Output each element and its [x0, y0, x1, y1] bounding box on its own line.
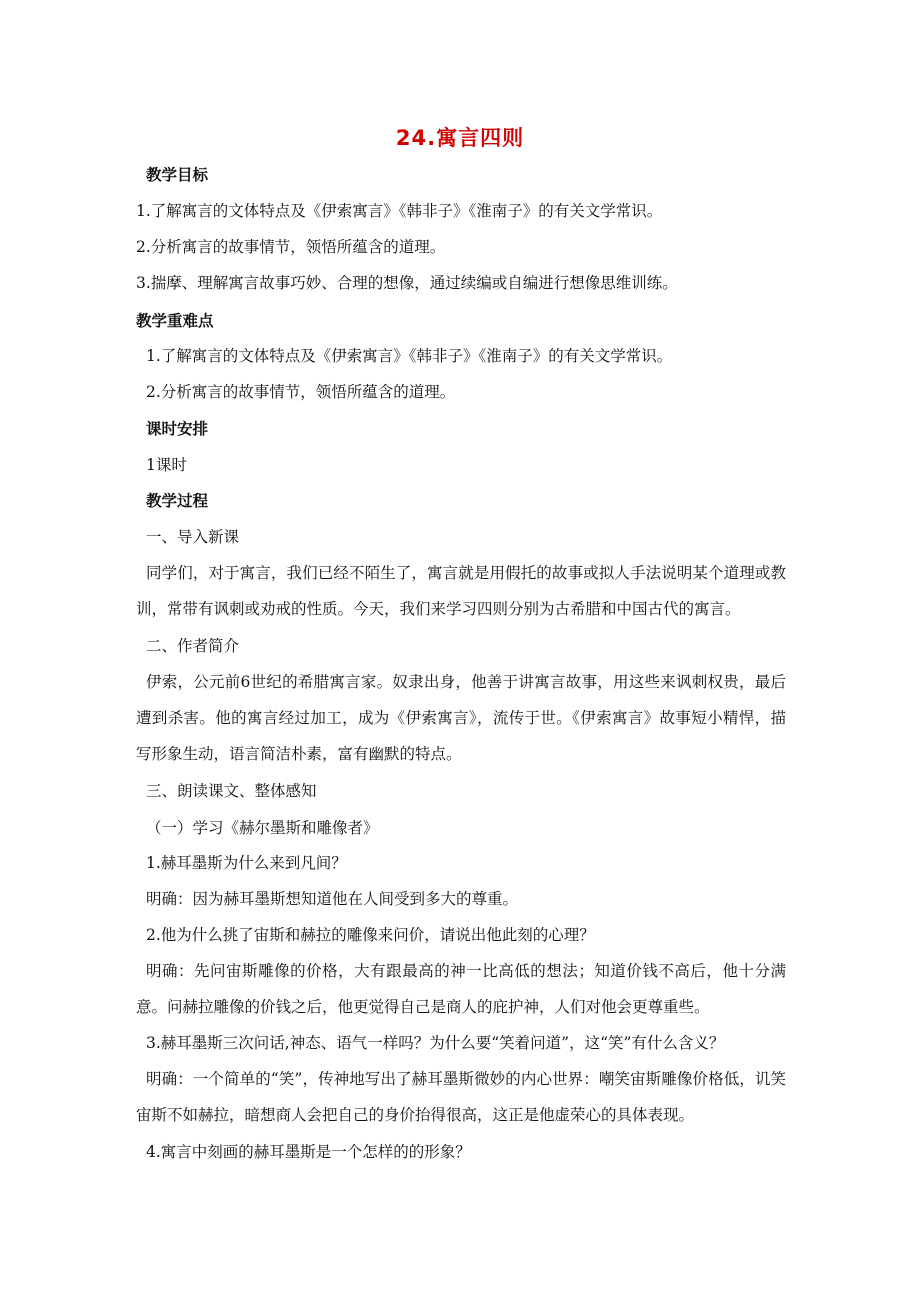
step-author-heading: 二、作者简介 — [146, 637, 240, 655]
step-reading-heading: 三、朗读课文、整体感知 — [146, 782, 317, 800]
document-title: 24.寓言四则 — [395, 126, 525, 150]
process-heading: 教学过程 — [146, 492, 209, 510]
step-intro-heading: 一、导入新课 — [146, 528, 240, 546]
goals-heading: 教学目标 — [146, 166, 209, 184]
key-point-item: 1.了解寓言的文体特点及《伊索寓言》《韩非子》《淮南子》的有关文学常识。 — [146, 347, 673, 365]
schedule-heading: 课时安排 — [146, 420, 209, 438]
goal-item: 2.分析寓言的故事情节，领悟所蕴含的道理。 — [136, 238, 446, 256]
key-points-heading: 教学重难点 — [136, 312, 214, 330]
author-paragraph: 伊索，公元前6世纪的希腊寓言家。奴隶出身，他善于讲寓言故事，用这些来讽刺权贵，最后遭到杀害。他的寓言经过加工，成为《伊索寓言》，流传于世。《伊索寓言》故事短小精悍，描写形象生动，语言简洁朴素，富有幽默的特点。 — [136, 673, 786, 763]
intro-paragraph: 同学们，对于寓言，我们已经不陌生了，寓言就是用假托的故事或拟人手法说明某个道理或教训，常带有讽刺或劝戒的性质。今天，我们来学习四则分别为古希腊和中国古代的寓言。 — [136, 564, 786, 618]
question-2: 2.他为什么挑了宙斯和赫拉的雕像来问价，请说出他此刻的心理？ — [146, 926, 595, 944]
goal-item: 3.揣摩、理解寓言故事巧妙、合理的想像，通过续编或自编进行想像思维训练。 — [136, 274, 678, 292]
answer-3: 明确：一个简单的“笑”，传神地写出了赫耳墨斯微妙的内心世界：嘲笑宙斯雕像价格低，讥笑宙斯不如赫拉，暗想商人会把自己的身价抬得很高，这正是他虚荣心的具体表现。 — [136, 1070, 786, 1124]
question-4: 4.寓言中刻画的赫耳墨斯是一个怎样的的形象？ — [146, 1143, 471, 1161]
key-point-item: 2.分析寓言的故事情节，领悟所蕴含的道理。 — [146, 383, 456, 401]
answer-1: 明确：因为赫耳墨斯想知道他在人间受到多大的尊重。 — [146, 890, 519, 908]
answer-2: 明确：先问宙斯雕像的价格，大有跟最高的神一比高低的想法；知道价钱不高后，他十分满意。问赫拉雕像的价钱之后，他更觉得自己是商人的庇护神，人们对他会更尊重些。 — [136, 962, 786, 1016]
schedule-text: 1课时 — [146, 456, 187, 474]
sub-section-heading: （一）学习《赫尔墨斯和雕像者》 — [146, 819, 379, 837]
question-1: 1.赫耳墨斯为什么来到凡间？ — [146, 854, 347, 872]
goal-item: 1.了解寓言的文体特点及《伊索寓言》《韩非子》《淮南子》的有关文学常识。 — [136, 202, 663, 220]
question-3: 3.赫耳墨斯三次问话,神态、语气一样吗？为什么要“笑着问道”，这“笑”有什么含义？ — [146, 1034, 725, 1052]
